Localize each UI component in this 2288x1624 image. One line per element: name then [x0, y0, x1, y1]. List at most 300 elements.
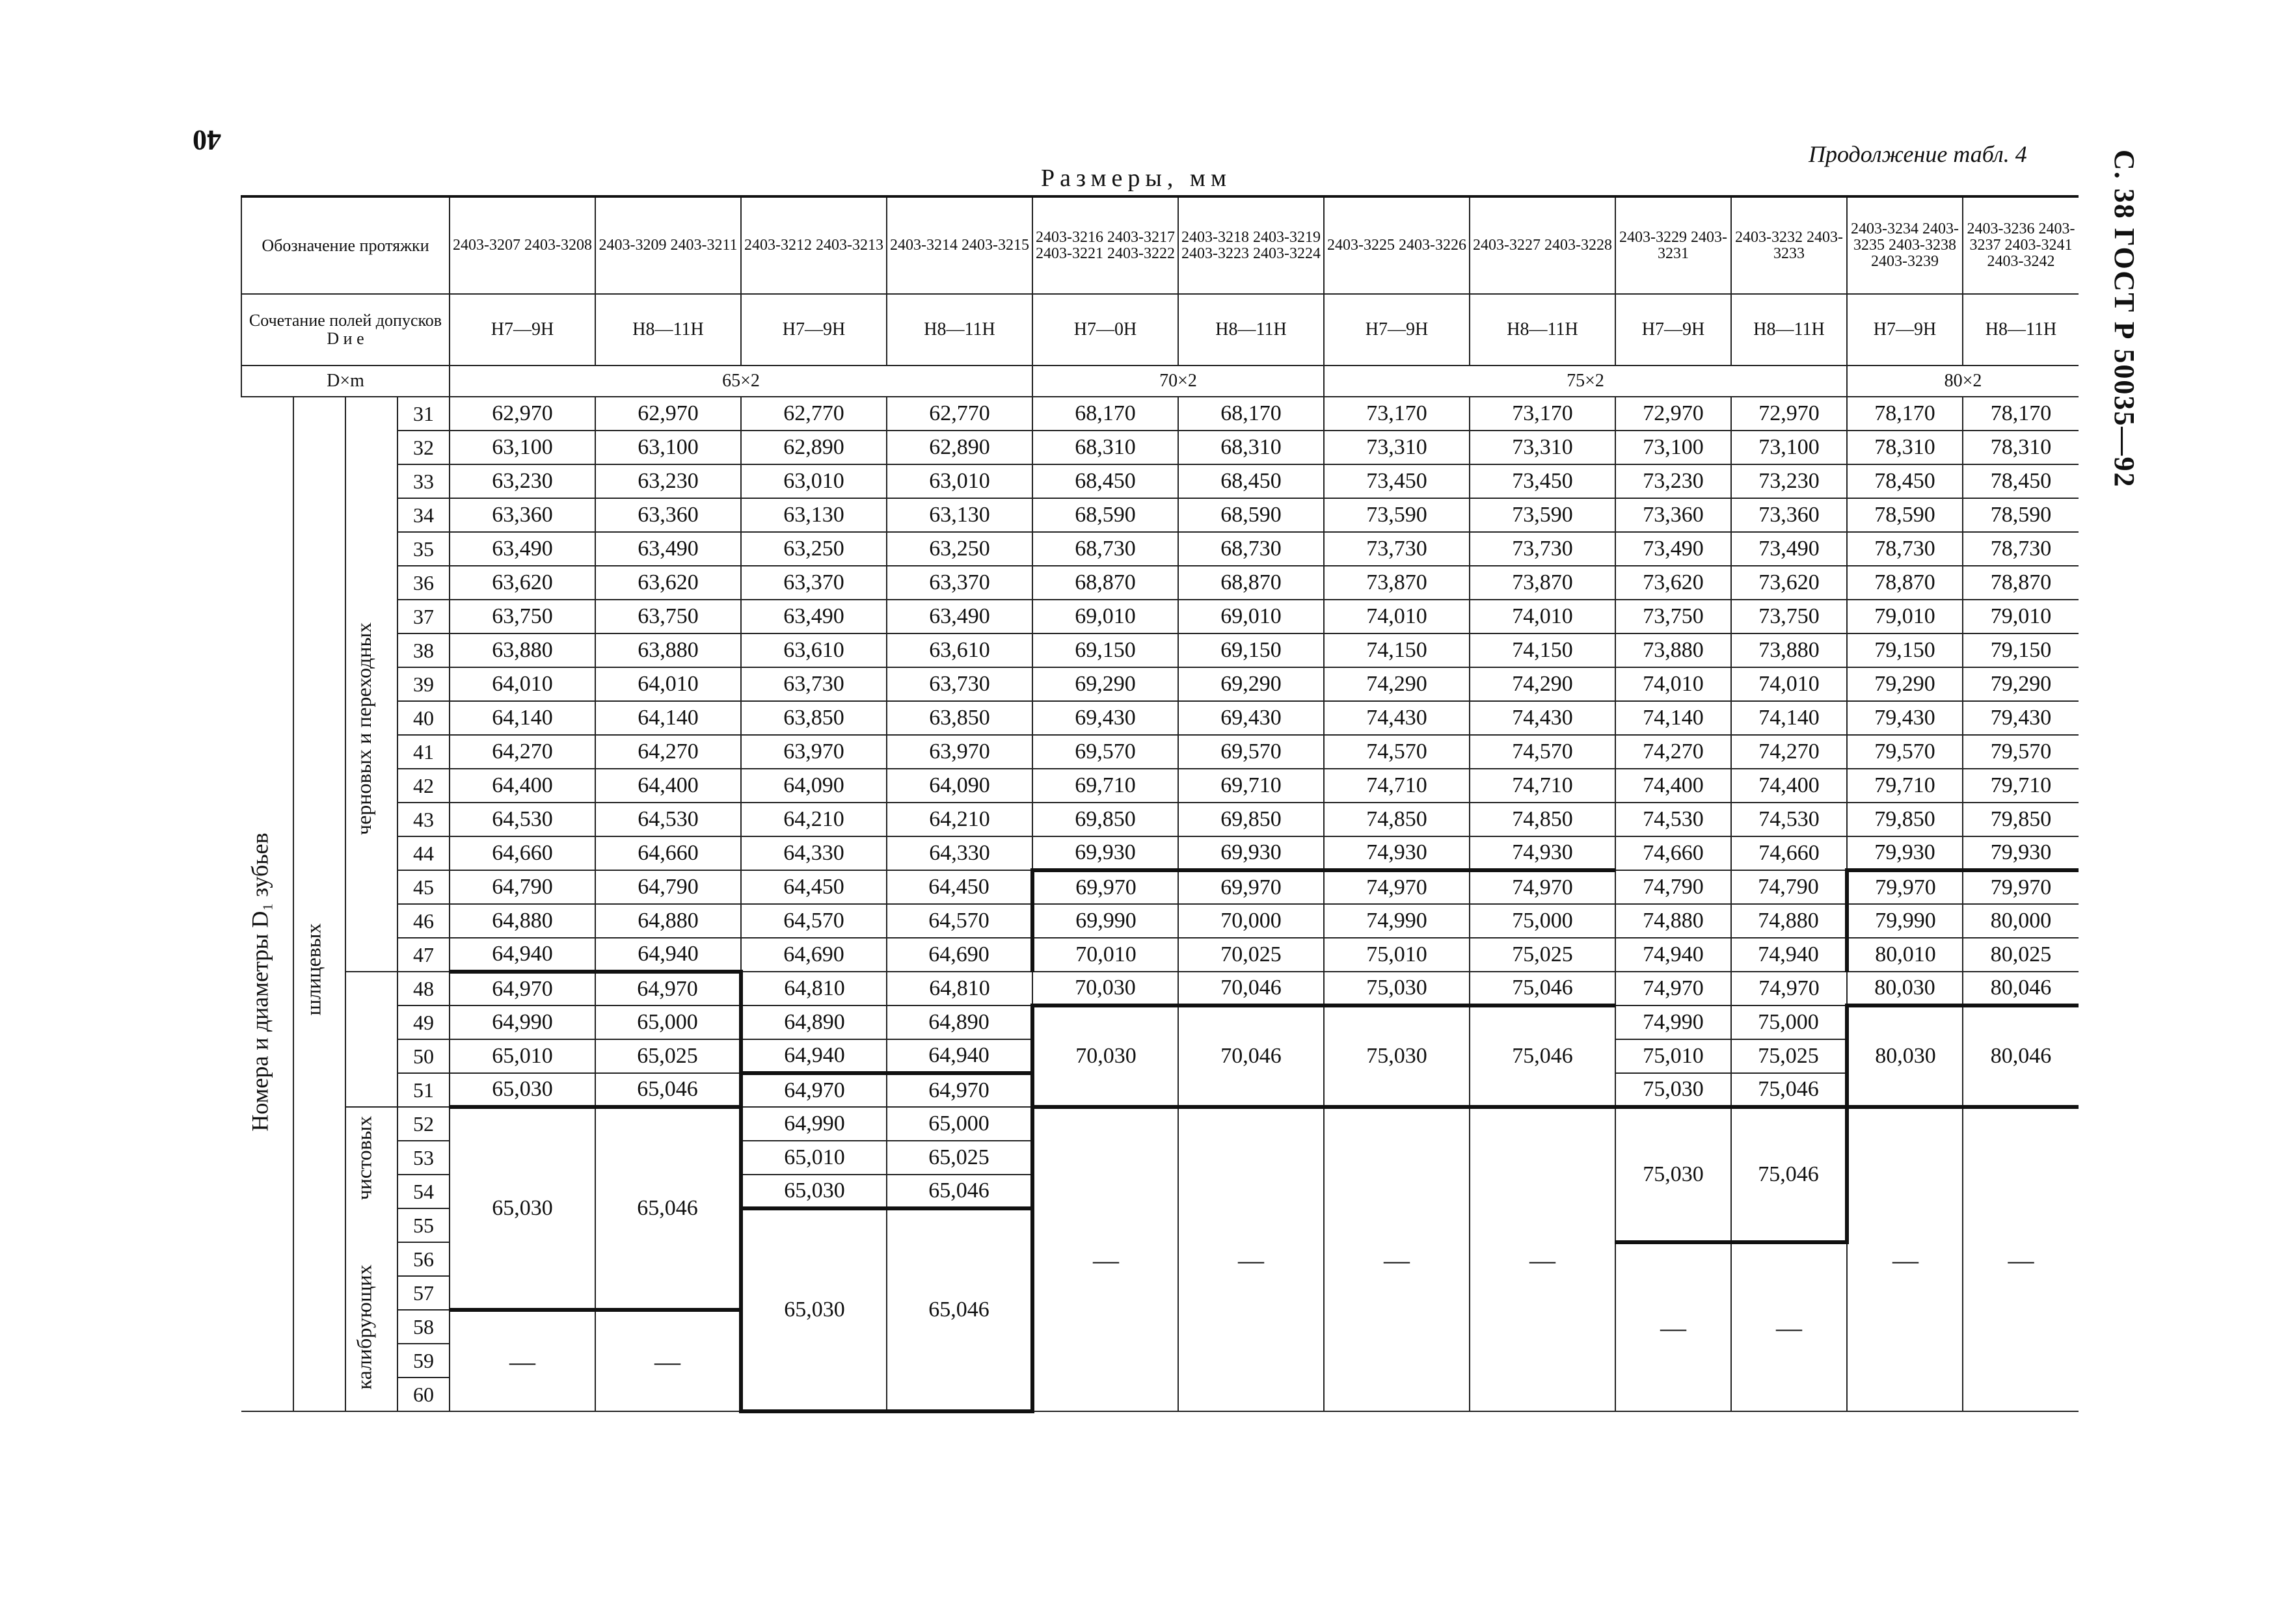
diameter-value: 68,590 — [1178, 498, 1324, 532]
designation-code: 2403-3207 2403-3208 — [450, 196, 595, 294]
dash-cell: — — [1731, 1242, 1847, 1411]
diameter-value: 70,030 — [1032, 972, 1178, 1005]
diameter-value: 75,025 — [1470, 938, 1615, 972]
diameter-value: 78,450 — [1847, 464, 1963, 498]
diameter-value: 69,710 — [1178, 769, 1324, 803]
diameter-value: 74,990 — [1615, 1005, 1731, 1039]
diameter-value: 62,770 — [887, 397, 1032, 431]
diameter-value: 69,570 — [1032, 735, 1178, 769]
diameter-value: 74,430 — [1470, 701, 1615, 735]
diameter-value: 63,490 — [887, 600, 1032, 633]
diameter-value: 74,140 — [1731, 701, 1847, 735]
diameter-value: 80,030 — [1847, 972, 1963, 1005]
diameter-value: 63,750 — [450, 600, 595, 633]
diameter-value: 74,150 — [1324, 633, 1470, 667]
diameter-value: 75,030 — [1324, 972, 1470, 1005]
diameter-value: 73,450 — [1470, 464, 1615, 498]
diameter-value: 69,290 — [1178, 667, 1324, 701]
diameter-value: 69,290 — [1032, 667, 1178, 701]
merged-value: 75,030 — [1615, 1107, 1731, 1242]
diameter-value: 79,290 — [1847, 667, 1963, 701]
diameter-value: 64,970 — [741, 1073, 887, 1107]
tooth-number: 54 — [397, 1175, 450, 1208]
tooth-number: 33 — [397, 464, 450, 498]
diameter-value: 69,850 — [1178, 803, 1324, 836]
tooth-number: 50 — [397, 1039, 450, 1073]
diameter-value: 64,210 — [741, 803, 887, 836]
diameter-value: 68,590 — [1032, 498, 1178, 532]
diameter-value: 73,310 — [1324, 431, 1470, 464]
diameter-value: 70,025 — [1178, 938, 1324, 972]
dxm-group: 80×2 — [1847, 366, 2079, 397]
diameter-value: 74,970 — [1470, 870, 1615, 904]
diameter-value: 65,000 — [595, 1005, 741, 1039]
merged-value: 80,046 — [1963, 1005, 2079, 1107]
merged-value: 70,046 — [1178, 1005, 1324, 1107]
diameter-value: 78,870 — [1963, 566, 2079, 600]
diameter-value: 80,025 — [1963, 938, 2079, 972]
diameter-value: 73,490 — [1731, 532, 1847, 566]
tolerance-value: H8—11H — [1178, 294, 1324, 366]
diameter-value: 79,290 — [1963, 667, 2079, 701]
diameter-value: 64,660 — [595, 836, 741, 870]
diameter-value: 63,850 — [887, 701, 1032, 735]
diameter-value: 64,140 — [595, 701, 741, 735]
diameter-value: 63,490 — [450, 532, 595, 566]
merged-value: 70,030 — [1032, 1005, 1178, 1107]
diameter-value: 69,970 — [1032, 870, 1178, 904]
tooth-number: 39 — [397, 667, 450, 701]
designation-code: 2403-3216 2403-3217 2403-3221 2403-3222 — [1032, 196, 1178, 294]
diameter-value: 64,270 — [595, 735, 741, 769]
diameter-value: 64,690 — [887, 938, 1032, 972]
diameter-value: 69,150 — [1032, 633, 1178, 667]
row-header-splined — [294, 885, 333, 1054]
diameter-value: 64,090 — [741, 769, 887, 803]
tooth-number: 44 — [397, 836, 450, 870]
diameter-value: 63,490 — [595, 532, 741, 566]
diameter-value: 74,990 — [1324, 904, 1470, 938]
diameter-value: 63,730 — [887, 667, 1032, 701]
diameter-value: 63,230 — [595, 464, 741, 498]
row-header-rough — [345, 572, 384, 885]
diameter-value: 69,430 — [1178, 701, 1324, 735]
dxm-group: 75×2 — [1324, 366, 1847, 397]
diameter-value: 73,450 — [1324, 464, 1470, 498]
designation-code: 2403-3229 2403-3231 — [1615, 196, 1731, 294]
diameter-value: 64,010 — [595, 667, 741, 701]
diameter-value: 79,850 — [1847, 803, 1963, 836]
diameter-value: 72,970 — [1615, 397, 1731, 431]
diameter-value: 74,940 — [1731, 938, 1847, 972]
dash-cell: — — [595, 1310, 741, 1411]
diameter-value: 78,730 — [1847, 532, 1963, 566]
diameter-value: 79,010 — [1963, 600, 2079, 633]
diameter-value: 79,850 — [1963, 803, 2079, 836]
diameter-value: 73,490 — [1615, 532, 1731, 566]
diameter-value: 65,046 — [595, 1073, 741, 1107]
diameter-value: 74,400 — [1615, 769, 1731, 803]
diameter-value: 64,530 — [450, 803, 595, 836]
diameter-value: 63,620 — [595, 566, 741, 600]
row-header-finishing-text: чистовых — [352, 1115, 376, 1200]
designation-code: 2403-3236 2403-3237 2403-3241 2403-3242 — [1963, 196, 2079, 294]
tolerance-value: H7—0H — [1032, 294, 1178, 366]
diameter-value: 74,010 — [1324, 600, 1470, 633]
diameter-value: 74,930 — [1470, 836, 1615, 870]
diameter-value: 73,230 — [1615, 464, 1731, 498]
diameter-value: 73,100 — [1731, 431, 1847, 464]
diameter-value: 64,140 — [450, 701, 595, 735]
tooth-number: 41 — [397, 735, 450, 769]
diameter-value: 64,880 — [450, 904, 595, 938]
diameter-value: 64,940 — [595, 938, 741, 972]
diameter-value: 74,880 — [1731, 904, 1847, 938]
tooth-number: 43 — [397, 803, 450, 836]
diameter-value: 74,660 — [1731, 836, 1847, 870]
dash-cell: — — [1847, 1107, 1963, 1411]
diameter-value: 68,170 — [1032, 397, 1178, 431]
diameter-value: 64,010 — [450, 667, 595, 701]
tolerance-value: H8—11H — [595, 294, 741, 366]
diameter-value: 78,170 — [1847, 397, 1963, 431]
tooth-number: 47 — [397, 938, 450, 972]
merged-value: 65,046 — [595, 1107, 741, 1310]
diameter-value: 74,970 — [1615, 972, 1731, 1005]
diameter-value: 64,940 — [450, 938, 595, 972]
diameter-value: 73,730 — [1324, 532, 1470, 566]
designation-code: 2403-3212 2403-3213 — [741, 196, 887, 294]
diameter-value: 73,360 — [1731, 498, 1847, 532]
diameter-value: 74,880 — [1615, 904, 1731, 938]
diameter-value: 73,590 — [1324, 498, 1470, 532]
tooth-number: 35 — [397, 532, 450, 566]
diameter-value: 74,290 — [1324, 667, 1470, 701]
diameter-value: 75,000 — [1470, 904, 1615, 938]
diameter-value: 73,750 — [1731, 600, 1847, 633]
designation-code: 2403-3214 2403-3215 — [887, 196, 1032, 294]
diameter-value: 68,730 — [1032, 532, 1178, 566]
tolerance-value: H7—9H — [1324, 294, 1470, 366]
diameter-value: 78,170 — [1963, 397, 2079, 431]
diameter-value: 65,010 — [450, 1039, 595, 1073]
tooth-number: 53 — [397, 1141, 450, 1175]
diameter-value: 64,970 — [450, 972, 595, 1005]
dimensions-title: Размеры, мм — [1041, 165, 1232, 192]
diameter-value: 74,570 — [1470, 735, 1615, 769]
diameter-value: 62,970 — [595, 397, 741, 431]
diameter-value: 70,046 — [1178, 972, 1324, 1005]
diameter-value: 73,750 — [1615, 600, 1731, 633]
tolerance-value: H7—9H — [450, 294, 595, 366]
diameter-value: 79,570 — [1963, 735, 2079, 769]
diameter-value: 63,100 — [450, 431, 595, 464]
tooth-number: 34 — [397, 498, 450, 532]
diameter-value: 64,090 — [887, 769, 1032, 803]
tooth-number: 52 — [397, 1107, 450, 1141]
diameter-value: 69,930 — [1032, 836, 1178, 870]
dash-cell: — — [1963, 1107, 2079, 1411]
diameter-value: 63,880 — [450, 633, 595, 667]
diameter-value: 73,730 — [1470, 532, 1615, 566]
diameter-value: 64,990 — [741, 1107, 887, 1141]
diameter-value: 74,010 — [1470, 600, 1615, 633]
diameter-value: 80,000 — [1963, 904, 2079, 938]
diameter-value: 75,000 — [1731, 1005, 1847, 1039]
row-header-main-text: Номера и диаметры D₁ зубьев — [247, 832, 273, 1132]
designation-code: 2403-3225 2403-3226 — [1324, 196, 1470, 294]
diameter-value: 63,490 — [741, 600, 887, 633]
diameter-value: 63,010 — [741, 464, 887, 498]
diameter-value: 63,610 — [887, 633, 1032, 667]
diameter-value: 78,730 — [1963, 532, 2079, 566]
tooth-number: 46 — [397, 904, 450, 938]
diameter-value: 63,130 — [741, 498, 887, 532]
row-header-rough-text: черновых и переходных — [352, 622, 376, 835]
diameter-value: 79,010 — [1847, 600, 1963, 633]
diameter-value: 68,450 — [1032, 464, 1178, 498]
diameter-value: 74,400 — [1731, 769, 1847, 803]
diameter-value: 64,400 — [450, 769, 595, 803]
diameter-value: 69,850 — [1032, 803, 1178, 836]
tooth-number: 58 — [397, 1310, 450, 1344]
tolerance-value: H7—9H — [741, 294, 887, 366]
diameter-value: 74,850 — [1470, 803, 1615, 836]
diameter-value: 63,360 — [595, 498, 741, 532]
diameter-value: 63,250 — [741, 532, 887, 566]
diameter-value: 70,000 — [1178, 904, 1324, 938]
diameter-value: 69,710 — [1032, 769, 1178, 803]
diameter-value: 64,940 — [887, 1039, 1032, 1073]
diameter-value: 68,310 — [1178, 431, 1324, 464]
diameter-value: 72,970 — [1731, 397, 1847, 431]
diameter-value: 64,450 — [741, 870, 887, 904]
tolerance-value: H8—11H — [1963, 294, 2079, 366]
diameter-value: 74,150 — [1470, 633, 1615, 667]
continuation-label: Продолжение табл. 4 — [1809, 141, 2027, 167]
tooth-number: 37 — [397, 600, 450, 633]
diameter-value: 64,890 — [887, 1005, 1032, 1039]
diameter-value: 78,590 — [1847, 498, 1963, 532]
diameter-value: 74,790 — [1731, 870, 1847, 904]
diameter-value: 73,170 — [1470, 397, 1615, 431]
tooth-number: 56 — [397, 1242, 450, 1276]
diameter-value: 79,710 — [1963, 769, 2079, 803]
tooth-number: 38 — [397, 633, 450, 667]
merged-value: 75,030 — [1324, 1005, 1470, 1107]
diameter-value: 74,570 — [1324, 735, 1470, 769]
diameter-value: 63,850 — [741, 701, 887, 735]
diameter-value: 75,046 — [1470, 972, 1615, 1005]
diameter-value: 69,150 — [1178, 633, 1324, 667]
diameter-value: 68,870 — [1178, 566, 1324, 600]
row-header-main — [241, 800, 280, 1164]
diameter-value: 64,330 — [741, 836, 887, 870]
dxm-label: D×m — [241, 366, 450, 397]
tooth-number: 42 — [397, 769, 450, 803]
diameter-value: 79,970 — [1847, 870, 1963, 904]
diameter-value: 64,570 — [887, 904, 1032, 938]
diameter-value: 63,230 — [450, 464, 595, 498]
dash-cell: — — [1470, 1107, 1615, 1411]
diameter-value: 73,230 — [1731, 464, 1847, 498]
diameter-value: 79,930 — [1963, 836, 2079, 870]
dash-cell: — — [1032, 1107, 1178, 1411]
diameter-value: 79,150 — [1963, 633, 2079, 667]
diameter-value: 69,430 — [1032, 701, 1178, 735]
diameter-value: 68,730 — [1178, 532, 1324, 566]
diameter-value: 68,450 — [1178, 464, 1324, 498]
diameter-value: 63,370 — [741, 566, 887, 600]
diameter-value: 64,790 — [595, 870, 741, 904]
diameter-value: 64,890 — [741, 1005, 887, 1039]
diameter-value: 63,100 — [595, 431, 741, 464]
tooth-number: 60 — [397, 1378, 450, 1411]
diameter-value: 63,970 — [741, 735, 887, 769]
diameter-value: 73,880 — [1615, 633, 1731, 667]
row-header-splined-text: шлицевых — [301, 923, 325, 1015]
diameter-value: 80,046 — [1963, 972, 2079, 1005]
diameter-value: 74,970 — [1731, 972, 1847, 1005]
diameter-value: 73,590 — [1470, 498, 1615, 532]
tooth-number: 55 — [397, 1208, 450, 1242]
diameter-value: 63,880 — [595, 633, 741, 667]
diameter-value: 63,010 — [887, 464, 1032, 498]
row-header-calibrating-text: калибрующих — [352, 1264, 376, 1390]
diameter-value: 64,270 — [450, 735, 595, 769]
diameter-value: 73,170 — [1324, 397, 1470, 431]
dash-cell: — — [1615, 1242, 1731, 1411]
diameter-value: 64,570 — [741, 904, 887, 938]
diameter-value: 75,030 — [1615, 1073, 1731, 1107]
diameter-value: 65,030 — [450, 1073, 595, 1107]
merged-value: 75,046 — [1470, 1005, 1615, 1107]
diameter-value: 74,930 — [1324, 836, 1470, 870]
diameter-value: 65,030 — [741, 1175, 887, 1208]
designation-code: 2403-3227 2403-3228 — [1470, 196, 1615, 294]
diameter-value: 69,970 — [1178, 870, 1324, 904]
diameter-value: 78,590 — [1963, 498, 2079, 532]
diameter-value: 63,130 — [887, 498, 1032, 532]
tooth-number: 59 — [397, 1344, 450, 1378]
diameter-value: 64,810 — [887, 972, 1032, 1005]
diameter-value: 74,270 — [1731, 735, 1847, 769]
diameter-value: 73,870 — [1470, 566, 1615, 600]
diameter-value: 79,970 — [1963, 870, 2079, 904]
diameter-value: 68,310 — [1032, 431, 1178, 464]
diameter-value: 65,000 — [887, 1107, 1032, 1141]
diameter-value: 65,046 — [887, 1175, 1032, 1208]
tooth-number: 49 — [397, 1005, 450, 1039]
diameter-value: 74,010 — [1731, 667, 1847, 701]
diameter-value: 79,570 — [1847, 735, 1963, 769]
merged-value: 65,030 — [741, 1208, 887, 1411]
merged-value: 65,046 — [887, 1208, 1032, 1411]
diameter-value: 73,310 — [1470, 431, 1615, 464]
tooth-number: 36 — [397, 566, 450, 600]
diameter-value: 62,890 — [887, 431, 1032, 464]
tolerance-label: Сочетание полей допусков D и e — [241, 294, 450, 366]
diameter-value: 74,010 — [1615, 667, 1731, 701]
tolerance-value: H8—11H — [1731, 294, 1847, 366]
diameter-value: 64,330 — [887, 836, 1032, 870]
diameter-value: 64,940 — [741, 1039, 887, 1073]
diameter-value: 69,930 — [1178, 836, 1324, 870]
diameter-value: 64,530 — [595, 803, 741, 836]
diameter-value: 64,970 — [887, 1073, 1032, 1107]
document-id: С. 38 ГОСТ Р 50035—92 — [2108, 150, 2140, 488]
diameter-value: 64,210 — [887, 803, 1032, 836]
diameter-value: 69,570 — [1178, 735, 1324, 769]
diameter-value: 79,150 — [1847, 633, 1963, 667]
diameter-value: 62,770 — [741, 397, 887, 431]
diameter-value: 78,870 — [1847, 566, 1963, 600]
diameter-value: 63,610 — [741, 633, 887, 667]
diameter-value: 63,970 — [887, 735, 1032, 769]
diameter-value: 73,360 — [1615, 498, 1731, 532]
diameter-value: 64,450 — [887, 870, 1032, 904]
diameter-value: 65,010 — [741, 1141, 887, 1175]
tooth-number: 45 — [397, 870, 450, 904]
tooth-number: 32 — [397, 431, 450, 464]
designation-code: 2403-3209 2403-3211 — [595, 196, 741, 294]
diameter-value: 74,970 — [1324, 870, 1470, 904]
merged-value: 65,030 — [450, 1107, 595, 1310]
diameter-value: 69,010 — [1032, 600, 1178, 633]
diameter-value: 63,370 — [887, 566, 1032, 600]
designation-code: 2403-3218 2403-3219 2403-3223 2403-3224 — [1178, 196, 1324, 294]
diameter-value: 78,310 — [1847, 431, 1963, 464]
page-number: 40 — [193, 124, 221, 156]
diameter-value: 74,790 — [1615, 870, 1731, 904]
row-header-calibrating — [345, 1229, 384, 1424]
dash-cell: — — [1324, 1107, 1470, 1411]
diameter-value: 74,270 — [1615, 735, 1731, 769]
diameter-value: 79,930 — [1847, 836, 1963, 870]
diameter-value: 79,430 — [1847, 701, 1963, 735]
diameter-value: 73,620 — [1615, 566, 1731, 600]
diameter-value: 62,890 — [741, 431, 887, 464]
diameter-value: 63,730 — [741, 667, 887, 701]
dxm-group: 70×2 — [1032, 366, 1324, 397]
diameter-value: 64,990 — [450, 1005, 595, 1039]
diameter-value: 64,790 — [450, 870, 595, 904]
merged-value: 80,030 — [1847, 1005, 1963, 1107]
diameter-value: 74,530 — [1731, 803, 1847, 836]
diameter-value: 79,430 — [1963, 701, 2079, 735]
diameter-value: 73,100 — [1615, 431, 1731, 464]
designation-label: Обозначение протяжки — [241, 196, 450, 294]
diameter-value: 79,990 — [1847, 904, 1963, 938]
diameter-value: 69,990 — [1032, 904, 1178, 938]
diameter-value: 73,870 — [1324, 566, 1470, 600]
diameter-value: 63,620 — [450, 566, 595, 600]
diameter-value: 79,710 — [1847, 769, 1963, 803]
diameter-value: 74,660 — [1615, 836, 1731, 870]
tooth-number: 31 — [397, 397, 450, 431]
merged-value: 75,046 — [1731, 1107, 1847, 1242]
tolerance-value: H7—9H — [1847, 294, 1963, 366]
diameter-value: 63,750 — [595, 600, 741, 633]
diameter-value: 64,810 — [741, 972, 887, 1005]
diameter-value: 75,025 — [1731, 1039, 1847, 1073]
tolerance-value: H8—11H — [887, 294, 1032, 366]
diameter-value: 65,025 — [595, 1039, 741, 1073]
designation-code: 2403-3234 2403-3235 2403-3238 2403-3239 — [1847, 196, 1963, 294]
diameter-value: 62,970 — [450, 397, 595, 431]
diameter-value: 75,046 — [1731, 1073, 1847, 1107]
diameter-value: 63,250 — [887, 532, 1032, 566]
